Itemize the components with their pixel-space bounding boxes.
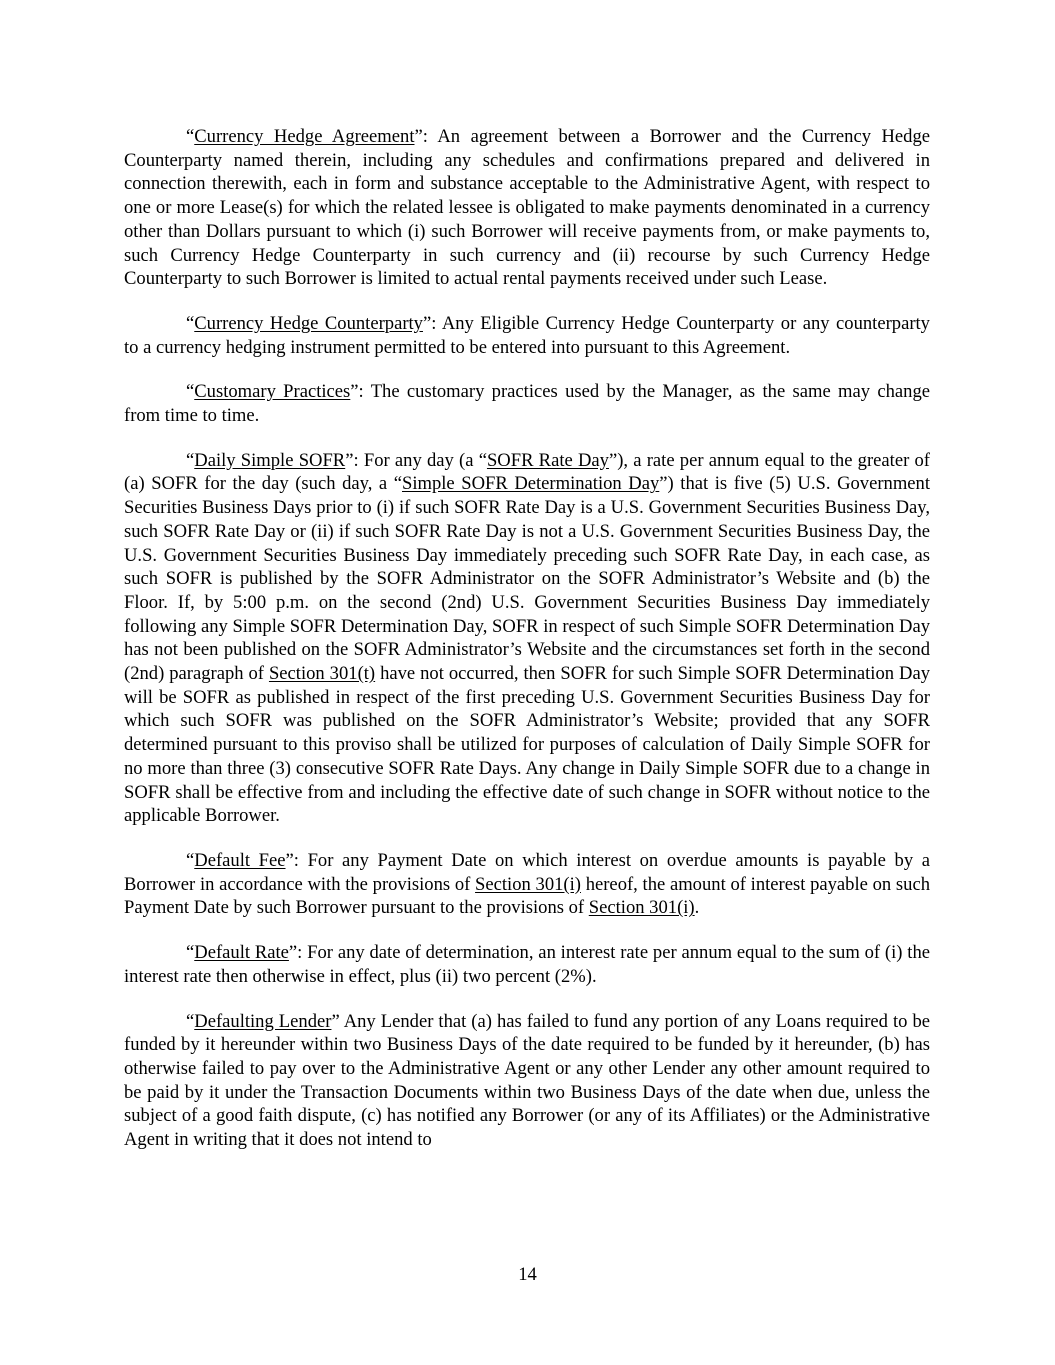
definition-text: ”), a rate per annum equal to the greater of (a) SOFR for the day (such day, a “ (124, 449, 930, 495)
definition-daily-simple-sofr (124, 449, 930, 828)
definition-text: For any date of determination, an interest rate per annum equal to the sum of (i) the interest rate then otherwise in effect, plus (ii) two percent (2%). (124, 942, 930, 987)
definition-text: For any Payment Date on which interest on overdue amounts is payable by a Borrower in accordance with the provisions of (124, 849, 931, 895)
open-quote: “ (186, 849, 195, 871)
section-reference: Section 301(i) (475, 873, 581, 895)
defined-term: Currency Hedge Counterparty (194, 312, 423, 334)
open-quote: “ (186, 1010, 195, 1032)
definition-text: For any day (a “ (363, 449, 487, 471)
section-reference: Section 301(i) (588, 897, 695, 919)
close-quote: ”: (288, 942, 308, 964)
open-quote: “ (186, 126, 195, 147)
open-quote: “ (186, 449, 195, 471)
section-reference: Section 301(t) (268, 663, 376, 685)
definition-default-rate (124, 941, 930, 988)
definition-currency-hedge-agreement (124, 125, 930, 291)
defined-term-simple-sofr-determination-day: Simple SOFR Determination Day (402, 473, 660, 495)
close-quote: ”: (414, 126, 438, 147)
close-quote: ”: (345, 449, 364, 471)
defined-term: Default Rate (194, 942, 289, 964)
defined-term: Customary Practices (194, 381, 351, 403)
defined-term: Default Fee (194, 849, 286, 871)
open-quote: “ (186, 312, 195, 334)
open-quote: “ (186, 942, 195, 964)
close-quote: ”: (422, 312, 442, 334)
definition-default-fee (124, 849, 930, 920)
definition-text: The customary practices used by the Manager, as the same may change from time to time. (124, 381, 930, 427)
defined-term: Defaulting Lender (194, 1010, 332, 1032)
definition-text: ”) that is five (5) U.S. Government Securities Business Days prior to (i) if such SOFR Rate Day is a U.S. Government Securities Business Day, such SOFR Rate Day or (ii) if such SOFR Rate Day is not a U.S. Government Securities Business Day, the U.S. Government Securities Business Day immediately preceding such SOFR Rate Day, in each case, as such SOFR is published by the SOFR Administrator on the SOFR Administrator’s Website and (b) the Floor. If, by 5:00 p.m. on the second (2nd) U.S. Government Securities Business Day immediately following any Simple SOFR Determination Day, SOFR in respect of such Simple SOFR Determination Day has not been published on the SOFR Administrator’s Website and the circumstances set forth in the second (2nd) paragraph of (124, 473, 931, 685)
definition-text: An agreement between a Borrower and the Currency Hedge Counterparty named therein, including any schedules and confirmations prepared and delivered in connection therewith, each in form and substance acceptable to the Administrative Agent, with respect to one or more Lease(s) for which the related lessee is obligated to make payments denominated in a currency other than Dollars pursuant to which (i) such Borrower will receive payments from, or make payments to, such Currency Hedge Counterparty in such currency and (ii) recourse by such Currency Hedge Counterparty to such Borrower is limited to actual rental payments received under such Lease. (124, 126, 931, 290)
close-quote: ”: (350, 381, 371, 403)
definition-text: Any Eligible Currency Hedge Counterparty or any counterparty to a currency hedging instrument permitted to be entered into pursuant to this Agreement. (124, 312, 930, 358)
defined-term: Daily Simple SOFR (194, 449, 346, 471)
open-quote: “ (186, 381, 195, 403)
close-quote: ” (331, 1010, 344, 1032)
definition-text: . (694, 897, 700, 919)
defined-term-sofr-rate-day: SOFR Rate Day (486, 449, 609, 471)
definition-text: Any Lender that (a) has failed to fund any portion of any Loans required to be funded by it hereunder within two Business Days of the date required to be funded by it hereunder, (b) has otherwise failed to pay over to the Administrative Agent or any other Lender any other amount required to be paid by it under the Transaction Documents within two Business Days of the date when due, unless the subject of a good faith dispute, (c) has notified any Borrower (or any of its Affiliates) or the Administrative Agent in writing that it does not intend to (124, 1010, 931, 1151)
defined-term: Currency Hedge Agreement (194, 126, 415, 147)
document-page (124, 125, 930, 1173)
close-quote: ”: (285, 849, 308, 871)
definition-text: have not occurred, then SOFR for such Simple SOFR Determination Day will be SOFR as published in respect of the first preceding U.S. Government Securities Business Day for which such SOFR was published on the SOFR Administrator’s Website; provided that any SOFR determined pursuant to this proviso shall be utilized for purposes of calculation of Daily Simple SOFR for no more than three (3) consecutive SOFR Rate Days. Any change in Daily Simple SOFR due to a change in SOFR shall be effective from and including the effective date of such change in SOFR without notice to the applicable Borrower. (124, 663, 930, 827)
definition-currency-hedge-counterparty (124, 312, 930, 359)
definition-customary-practices (124, 380, 930, 427)
page-number: 14 (518, 1264, 537, 1285)
definition-defaulting-lender (124, 1010, 930, 1152)
definition-text: hereof, the amount of interest payable on such Payment Date by such Borrower pursuant to the provisions of (124, 873, 930, 919)
